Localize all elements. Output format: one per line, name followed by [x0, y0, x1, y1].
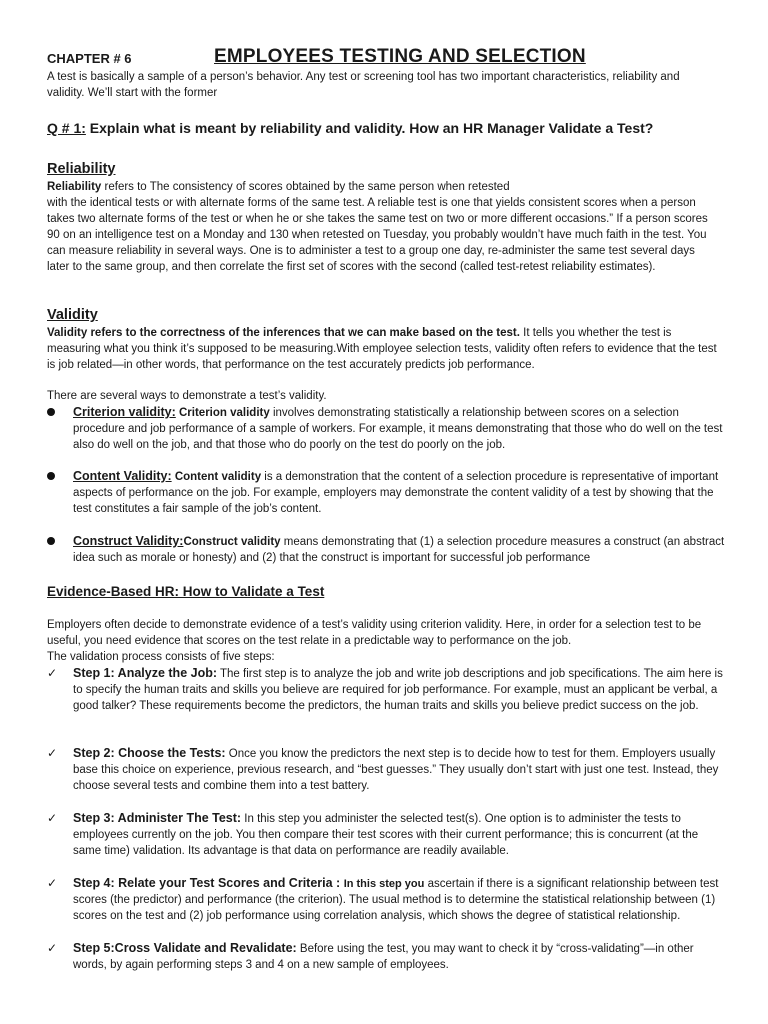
- list-item: [47, 404, 723, 452]
- list-item: [47, 875, 727, 939]
- list-item-description: means demonstrating that (1) a selection procedure measures a construct (an abstract idea such as morale or honesty) and (2) that the construct is important for successful job performance: [73, 536, 725, 564]
- reliability-first-line: [47, 179, 719, 195]
- list-item: [47, 810, 727, 858]
- list-item-term: Content validity: [174, 471, 262, 483]
- evidence-heading: Evidence-Based HR: How to Validate a Test: [47, 584, 325, 599]
- step-title: Step 3: Administer The Test:: [73, 811, 242, 825]
- step-text: [73, 940, 723, 973]
- reliability-term: Reliability: [47, 181, 102, 193]
- bullet-icon: [47, 408, 55, 416]
- reliability-paragraph: with the identical tests or with alternate forms of the same test. A reliable test is one that yields consistent scores when a person takes two alternate forms of the test or when he or she takes the same test on two or more different occasions.” If a person scores 90 on an intelligence test on a Monday and 130 when retested on Tuesday, you probably wouldn’t have much faith in the test. You can measure reliability in several ways. One is to administer a test to a group one day, re-administer the same test several days later to the same group, and then correlate the first set of scores with the second (called test-retest reliability estimates).: [47, 197, 708, 273]
- bullet-icon: [47, 537, 55, 545]
- list-item: [47, 745, 727, 793]
- validity-paragraph: [47, 325, 719, 373]
- step-subtitle: In this step you: [343, 878, 425, 890]
- step-text: [73, 665, 723, 714]
- question-text: Explain what is meant by reliability and validity. How an HR Manager Validate a Test?: [85, 120, 654, 136]
- step-title: Step 1: Analyze the Job:: [73, 666, 218, 680]
- question-heading: [47, 119, 719, 137]
- list-item: [47, 665, 727, 729]
- chapter-label: CHAPTER # 6: [47, 51, 132, 66]
- list-item-title: Construct Validity:: [73, 534, 184, 548]
- step-description: Once you know the predictors the next step is to decide how to test for them. Employers usually base this choice on experience, previous research, and “best guesses.” They usually don’t start with just one test. Instead, they choose several tests and combine them into a test battery.: [73, 748, 719, 792]
- step-description: In this step you administer the selected test(s). One option is to administer the tests to employees currently on the job. You then compare their test scores with their current performance; this is concurrent (at the same time) validation. Its advantage is that data on performance are readily available.: [73, 813, 699, 857]
- list-item-term: Construct validity: [183, 536, 281, 548]
- list-item-title: Content Validity:: [73, 469, 172, 483]
- validity-definition: Validity refers to the correctness of the inferences that we can make based on the test.: [47, 327, 520, 339]
- list-item: [47, 533, 725, 565]
- step-description: The first step is to analyze the job and write job descriptions and job specifications. The aim here is to specify the human traits and skills you believe are required for job performance. For example, must an applicant be verbal, a good talker? These requirements become the predictors, the human traits and skills you believe predict success on the job.: [73, 668, 723, 712]
- evidence-intro: Employers often decide to demonstrate evidence of a test’s validity using criterion validity. Here, in order for a selection test to be useful, you need evidence that scores on the test relate in a predictable way to performance on the job.: [47, 619, 702, 647]
- evidence-process: The validation process consists of five steps:: [47, 651, 275, 663]
- step-text: [73, 810, 723, 859]
- chapter-header: [47, 46, 727, 70]
- validity-ways-intro: There are several ways to demonstrate a test’s validity.: [47, 390, 327, 402]
- step-description: Before using the test, you may want to check it by “cross-validating”—in other words, by again performing steps 3 and 4 on a new sample of employees.: [73, 943, 694, 971]
- list-item-text: [73, 404, 727, 453]
- list-item: [47, 468, 719, 516]
- list-item-description: is a demonstration that the content of a selection procedure is representative of important aspects of performance on the job. For example, employers may demonstrate the content validity of a test by showing that the test constitutes a fair sample of the job’s content.: [73, 471, 719, 515]
- list-item: [47, 940, 727, 972]
- list-item-text: [73, 533, 727, 566]
- step-title: Step 5:Cross Validate and Revalidate:: [73, 941, 297, 955]
- question-label: Q # 1:: [47, 120, 86, 136]
- list-item-title: Criterion validity:: [73, 405, 176, 419]
- step-text: [73, 745, 723, 794]
- list-item-text: [73, 468, 727, 517]
- checkmark-icon: ✓: [47, 941, 58, 955]
- reliability-heading: Reliability: [47, 161, 116, 177]
- step-text: [73, 875, 723, 924]
- bullet-icon: [47, 472, 55, 480]
- step-title: Step 4: Relate your Test Scores and Criteria :: [73, 876, 344, 890]
- step-title: Step 2: Choose the Tests:: [73, 746, 226, 760]
- list-item-description: involves demonstrating statistically a relationship between scores on a selection procedure and job performance of a sample of workers. For example, it means demonstrating that those who do well on the test also do well on the job, and that those who do poorly on the test do poorly on the job.: [73, 407, 723, 451]
- list-item-term: Criterion validity: [179, 407, 270, 419]
- checkmark-icon: ✓: [47, 876, 58, 890]
- validity-heading: Validity: [47, 307, 98, 323]
- checkmark-icon: ✓: [47, 746, 58, 760]
- validity-body: It tells you whether the test is measuring what you think it’s supposed to be measuring.With employee selection tests, validity often refers to evidence that the test is job related—in other words, that performance on the test accurately predicts job performance.: [47, 327, 717, 371]
- reliability-line1: refers to The consistency of scores obtained by the same person when retested: [101, 181, 510, 193]
- intro-paragraph: A test is basically a sample of a person’s behavior. Any test or screening tool has two important characteristics, reliability and validity. We’ll start with the former: [47, 71, 680, 99]
- step-description: ascertain if there is a significant relationship between test scores (the predictor) and performance (the criterion). The usual method is to determine the statistical relationship between (1) scores on the test and (2) job performance using correlation analysis, which shows the degree of statistical relationship.: [73, 878, 719, 922]
- checkmark-icon: ✓: [47, 811, 58, 825]
- checkmark-icon: ✓: [47, 666, 58, 680]
- chapter-title: EMPLOYEES TESTING AND SELECTION: [214, 46, 586, 67]
